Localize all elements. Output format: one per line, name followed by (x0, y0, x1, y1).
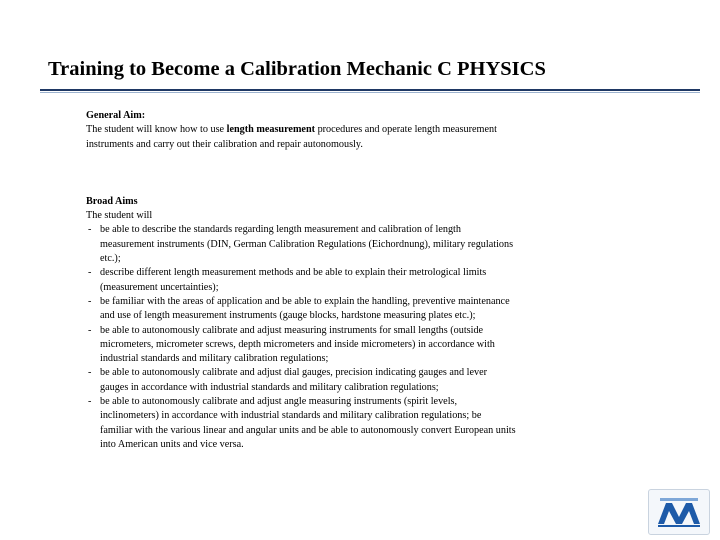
bullet-dash: - (88, 367, 92, 379)
list-item-text: be familiar with the areas of application and be able to explain the handling, preventive maintenance and use of length measurement instruments (gauge blocks, hardstone measuring plates etc.); (100, 295, 510, 322)
broad-aims-list (86, 223, 516, 452)
bullet-dash: - (88, 324, 92, 336)
logo-top-bar (660, 498, 698, 501)
bullet-dash: - (88, 295, 92, 307)
list-item-text: describe different length measurement methods and be able to explain their metrological limits (measurement uncertainties); (100, 267, 487, 293)
section-spacer (86, 152, 516, 195)
list-item (86, 366, 516, 395)
general-aim-heading: General Aim: (86, 110, 146, 121)
general-aim-text-end: procedures and operate length measurement instruments and carry out their calibration and repair autonomously. (86, 124, 497, 150)
list-item (86, 266, 516, 295)
slide-content (86, 109, 516, 452)
general-aim-text (86, 123, 516, 152)
slide-title: Training to Become a Calibration Mechanic C PHYSICS (48, 58, 546, 80)
list-item-text: be able to autonomously calibrate and adjust dial gauges, precision indicating gauges and lever gauges in accordance with industrial standards and military calibration regulations; (100, 367, 488, 393)
company-logo-icon (655, 495, 703, 529)
title-underline (40, 89, 700, 91)
bullet-dash: - (88, 267, 92, 279)
list-item (86, 395, 516, 452)
title-underline-light (40, 92, 700, 93)
broad-aims-heading: Broad Aims (86, 195, 138, 207)
list-item-text: be able to autonomously calibrate and adjust measuring instruments for small lengths (outside micrometers, micrometer screws, depth micrometers and inside micrometers) in accordance with industrial standards and military calibration regulations; (100, 324, 495, 365)
list-item (86, 223, 516, 266)
broad-aims-intro: The student will (86, 210, 153, 222)
general-aim-text-emphasis: length measurement (226, 124, 316, 136)
logo-m-shape (658, 503, 700, 524)
general-aim-text-start: The student will know how to use (86, 124, 227, 136)
list-item (86, 324, 516, 367)
company-logo (648, 489, 710, 535)
bullet-dash: - (88, 396, 92, 408)
bullet-dash: - (88, 224, 92, 236)
list-item-text: be able to describe the standards regarding length measurement and calibration of length measurement instruments (DIN, German Calibration Regulations (Eichordnung), military regulations etc.); (100, 224, 514, 265)
logo-base-bar (658, 525, 700, 527)
list-item (86, 295, 516, 324)
list-item-text: be able to autonomously calibrate and adjust angle measuring instruments (spirit levels, inclinometers) in accordance with industrial standards and military calibration regulations; be familiar with the various linear and angular units and be able to autonomously convert European units into American units and vice versa. (100, 396, 516, 450)
